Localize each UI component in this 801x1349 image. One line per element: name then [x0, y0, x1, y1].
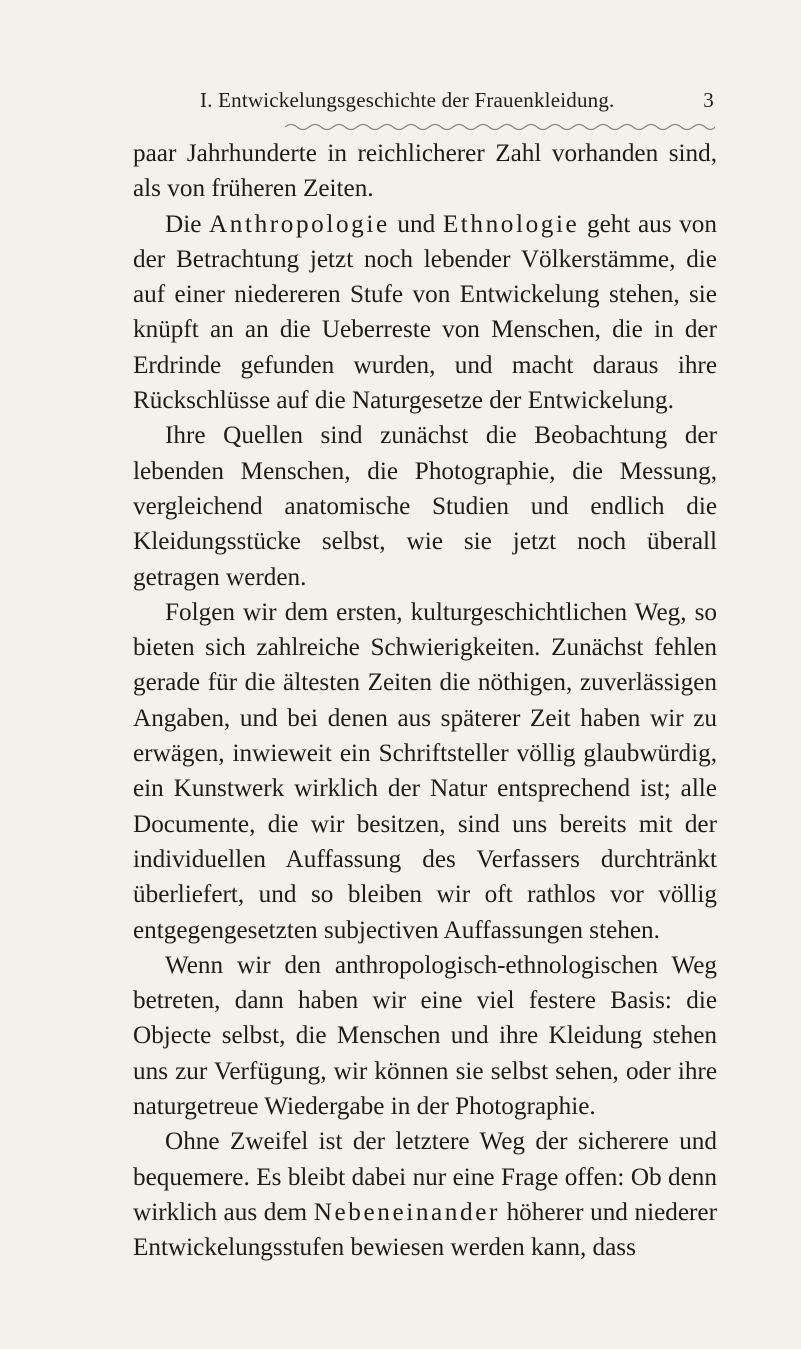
paragraph-6-rest: höherer und niederer Entwickelungsstufen bewiesen werden kann, dass — [133, 1198, 717, 1262]
running-title: I. Entwickelungsgeschichte der Frauenkleidung. — [200, 88, 615, 112]
paragraph-4: Folgen wir dem ersten, kulturgeschichtlichen Weg, so bieten sich zahlreiche Schwierigkeiten. Zunächst fehlen gerade für die ältesten Zeiten die nöthigen, zuverlässigen Angaben, und bei denen aus späterer Zeit haben wir zu erwägen, inwieweit ein Schriftsteller völlig glaubwürdig, ein Kunstwerk wirklich der Natur entsprechend ist; alle Documente, die wir besitzen, sind uns bereits mit der individuellen Auffassung des Verfassers durchtränkt überliefert, und so bleiben wir oft rathlos vor völlig entgegengesetzten subjectiven Auffassungen stehen. — [133, 598, 717, 944]
page-number: 3 — [703, 88, 714, 112]
paragraph-5: Wenn wir den anthropologisch-ethnologischen Weg betreten, dann haben wir eine viel festere Basis: die Objecte selbst, die Menschen und ihre Kleidung stehen uns zur Verfügung, wir können sie selbst sehen, oder ihre naturgetreue Wiedergabe in der Photographie. — [133, 951, 717, 1121]
running-head — [200, 88, 714, 118]
body-text — [133, 136, 717, 1266]
term-nebeneinander: Nebeneinander — [313, 1198, 500, 1226]
paragraph-6 — [133, 1124, 717, 1265]
term-anthropologie: Anthropologie — [209, 210, 390, 238]
paragraph-1: paar Jahrhunderte in reichlicherer Zahl vorhanden sind, als von früheren Zeiten. — [133, 140, 717, 203]
term-ethnologie: Ethnologie — [442, 210, 580, 238]
paragraph-6-lead: Ohne Zweifel ist der letztere Weg der sicherere und bequemere. Es bleibt dabei nur eine Frage offen: Ob denn wirklich aus dem — [133, 1128, 717, 1226]
paragraph-2 — [133, 207, 717, 419]
paragraph-2-rest: geht aus von der Betrachtung jetzt noch lebender Völkerstämme, die auf einer niedereren Stufe von Entwickelung stehen, sie knüpft an an die Ueberreste von Menschen, die in der Erdrinde gefunden wurden, und macht daraus ihre Rückschlüsse auf die Naturgesetze der Entwickelung. — [133, 210, 717, 415]
paragraph-2-lead: Die — [165, 210, 210, 238]
paragraph-2-conjunction: und — [389, 210, 443, 238]
header-rule-ornament — [285, 120, 715, 134]
paragraph-3: Ihre Quellen sind zunächst die Beobachtung der lebenden Menschen, die Photographie, die Messung, vergleichend anatomische Studien und endlich die Kleidungsstücke selbst, wie sie jetzt noch überall getragen werden. — [133, 422, 717, 591]
